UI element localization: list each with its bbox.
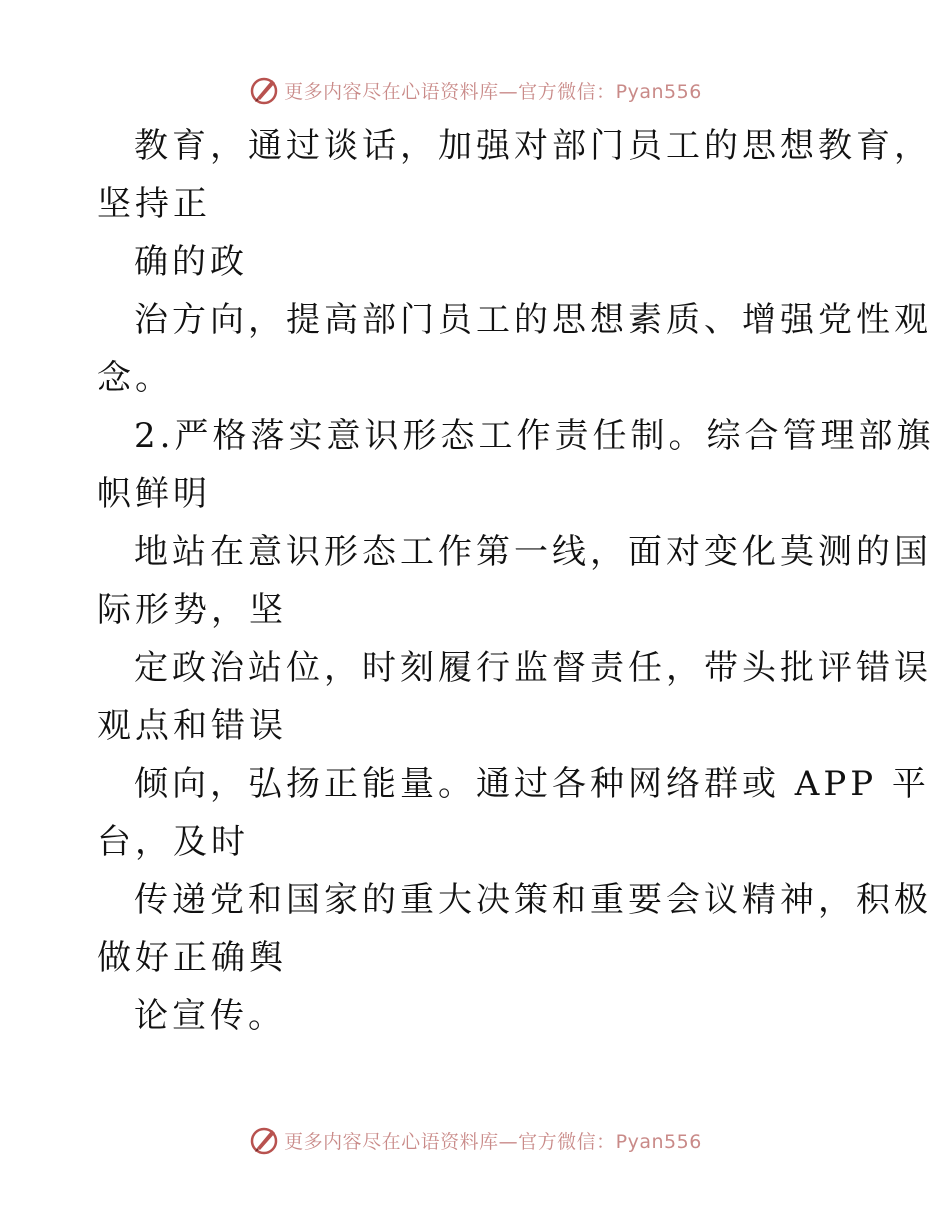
text-line: 观点和错误 bbox=[97, 706, 287, 746]
text-line: 教育，通过谈话，加强对部门员工的思想教育， bbox=[134, 126, 932, 166]
header-watermark bbox=[0, 70, 950, 110]
text-line: 地站在意识形态工作第一线，面对变化莫测的国 bbox=[134, 532, 932, 572]
text-line: 际形势，坚 bbox=[97, 590, 287, 630]
text-line: 台，及时 bbox=[97, 822, 249, 862]
footer-watermark bbox=[0, 1120, 950, 1160]
quill-pen-logo-icon bbox=[248, 1124, 280, 1156]
text-line: 念。 bbox=[97, 358, 173, 398]
text-line: 坚持正 bbox=[97, 184, 211, 224]
footer-watermark-text: 更多内容尽在心语资料库—官方微信：Pyan556 bbox=[284, 1130, 702, 1153]
quill-pen-logo-icon bbox=[248, 74, 280, 106]
text-line: 治方向，提高部门员工的思想素质、增强党性观 bbox=[134, 300, 932, 340]
text-line: 确的政 bbox=[134, 242, 248, 282]
header-watermark-text: 更多内容尽在心语资料库—官方微信：Pyan556 bbox=[284, 80, 702, 103]
text-line: 帜鲜明 bbox=[97, 474, 211, 514]
text-line: 2.严格落实意识形态工作责任制。综合管理部旗 bbox=[134, 416, 935, 456]
text-line: 定政治站位，时刻履行监督责任，带头批评错误 bbox=[134, 648, 932, 688]
text-line: 论宣传。 bbox=[134, 996, 286, 1036]
text-line: 倾向，弘扬正能量。通过各种网络群或 APP 平 bbox=[134, 764, 930, 804]
text-line: 传递党和国家的重大决策和重要会议精神，积极 bbox=[134, 880, 932, 920]
text-line: 做好正确舆 bbox=[97, 938, 287, 978]
